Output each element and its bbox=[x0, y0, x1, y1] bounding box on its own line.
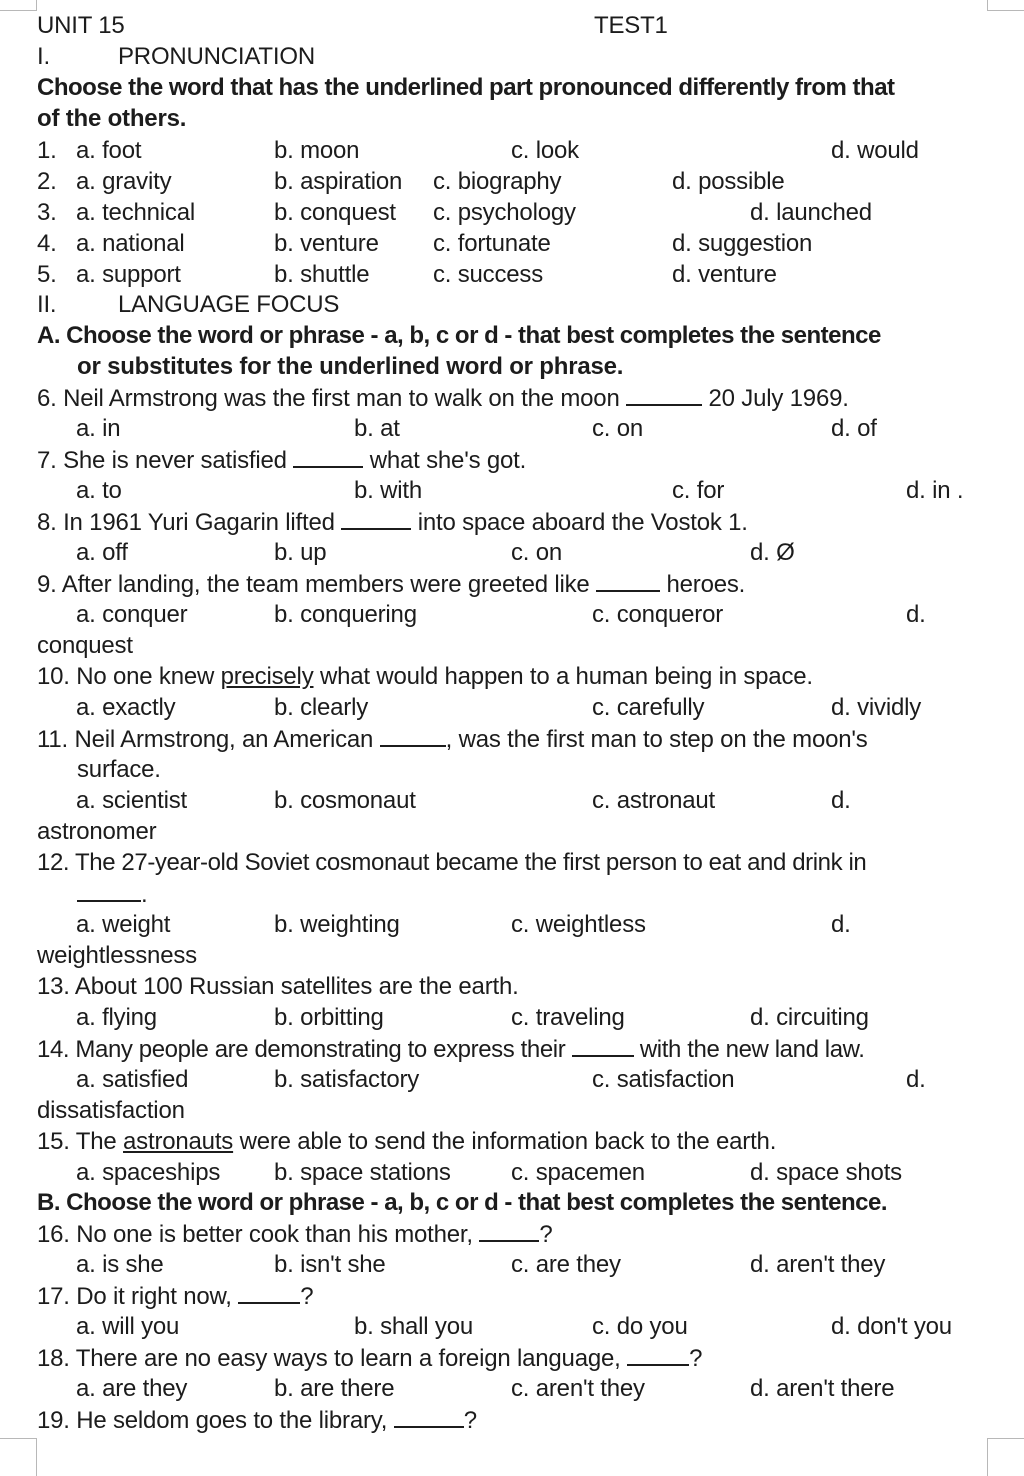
q13-option-a: a. flying bbox=[76, 1004, 157, 1031]
question-text: 9. After landing, the team members were greeted like bbox=[37, 571, 590, 598]
question-text-end: what would happen to a human being in space. bbox=[319, 663, 813, 690]
question-16 bbox=[37, 1220, 552, 1249]
answer-blank bbox=[238, 1282, 300, 1304]
q11-option-d-wrap: astronomer bbox=[37, 818, 157, 845]
q11-option-b: b. cosmonaut bbox=[274, 787, 416, 814]
option-d: d. venture bbox=[672, 261, 777, 288]
question-8 bbox=[37, 508, 748, 537]
q15-option-b: b. space stations bbox=[274, 1159, 451, 1186]
q15-option-c: c. spacemen bbox=[511, 1159, 645, 1186]
question-text-end: heroes. bbox=[666, 571, 746, 598]
q9-option-a: a. conquer bbox=[76, 601, 188, 628]
item-number: 4. bbox=[37, 230, 57, 257]
option-a: a. national bbox=[76, 230, 185, 257]
option-a: a. support bbox=[76, 261, 181, 288]
q12-option-d-wrap: weightlessness bbox=[37, 942, 197, 969]
answer-blank bbox=[572, 1035, 634, 1057]
q17-option-a: a. will you bbox=[76, 1313, 180, 1340]
q7-option-b: b. with bbox=[354, 477, 422, 504]
q10-option-b: b. clearly bbox=[274, 694, 369, 721]
item-number: 3. bbox=[37, 199, 57, 226]
option-c: c. fortunate bbox=[433, 230, 551, 257]
answer-blank bbox=[394, 1406, 464, 1428]
question-15 bbox=[37, 1128, 776, 1156]
option-a: a. gravity bbox=[76, 168, 172, 195]
q12-option-d: d. bbox=[831, 911, 851, 938]
q7-option-d: d. in . bbox=[906, 477, 964, 504]
q16-option-d: d. aren't they bbox=[750, 1251, 886, 1278]
question-text: 10. No one knew bbox=[37, 663, 215, 690]
question-17 bbox=[37, 1282, 313, 1311]
q14-option-a: a. satisfied bbox=[76, 1066, 189, 1093]
question-text: 6. Neil Armstrong was the first man to walk on the moon bbox=[37, 385, 620, 412]
option-c: c. biography bbox=[433, 168, 562, 195]
q11-option-a: a. scientist bbox=[76, 787, 187, 814]
q12-option-c: c. weightless bbox=[511, 911, 646, 938]
q11-option-d: d. bbox=[831, 787, 851, 814]
option-c: c. look bbox=[511, 137, 579, 164]
q16-option-b: b. isn't she bbox=[274, 1251, 386, 1278]
option-b: b. venture bbox=[274, 230, 379, 257]
question-text-end: ? bbox=[300, 1283, 314, 1310]
option-a: a. technical bbox=[76, 199, 196, 226]
question-text: 8. In 1961 Yuri Gagarin lifted bbox=[37, 509, 335, 536]
question-9 bbox=[37, 570, 745, 599]
part-a-instruction-line1: A. Choose the word or phrase - a, b, c or d - that best completes the sentence bbox=[37, 322, 881, 349]
question-12: 12. The 27-year-old Soviet cosmonaut became the first person to eat and drink in bbox=[37, 849, 867, 876]
q12-option-a: a. weight bbox=[76, 911, 171, 938]
q16-option-a: a. is she bbox=[76, 1251, 164, 1278]
option-d: d. possible bbox=[672, 168, 785, 195]
option-b: b. aspiration bbox=[274, 168, 403, 195]
option-c: c. success bbox=[433, 261, 544, 288]
option-d: d. would bbox=[831, 137, 919, 164]
question-14 bbox=[37, 1035, 865, 1064]
option-b: b. conquest bbox=[274, 199, 396, 226]
section-1-number: I. bbox=[37, 43, 50, 70]
q12-option-b: b. weighting bbox=[274, 911, 400, 938]
q14-option-b: b. satisfactory bbox=[274, 1066, 420, 1093]
part-a-instruction-line2: or substitutes for the underlined word or phrase. bbox=[77, 353, 624, 380]
q14-option-d-wrap: dissatisfaction bbox=[37, 1097, 185, 1124]
underlined-word: precisely bbox=[220, 663, 314, 690]
test-title: TEST1 bbox=[594, 12, 668, 39]
question-text-end: ? bbox=[689, 1345, 703, 1372]
q8-option-d: d. Ø bbox=[750, 539, 795, 566]
q9-option-d-wrap: conquest bbox=[37, 632, 133, 659]
question-text-end: 20 July 1969. bbox=[708, 385, 849, 412]
q13-option-d: d. circuiting bbox=[750, 1004, 869, 1031]
question-text-end: with the new land law. bbox=[639, 1036, 865, 1063]
question-text-end: were able to send the information back to the earth. bbox=[239, 1128, 777, 1155]
crop-mark-bottom-right bbox=[987, 1438, 1024, 1476]
question-text-end: what she's got. bbox=[369, 447, 527, 474]
question-12-line2 bbox=[77, 880, 147, 909]
question-text-end: . bbox=[141, 881, 148, 908]
question-10 bbox=[37, 663, 813, 691]
q8-option-c: c. on bbox=[511, 539, 563, 566]
question-text-end: ? bbox=[463, 1407, 477, 1434]
answer-blank bbox=[380, 725, 446, 747]
question-text: 11. Neil Armstrong, an American bbox=[37, 726, 374, 753]
question-11 bbox=[37, 725, 868, 754]
item-number: 5. bbox=[37, 261, 57, 288]
option-d: d. suggestion bbox=[672, 230, 813, 257]
part-b-instruction: B. Choose the word or phrase - a, b, c or d - that best completes the sentence. bbox=[37, 1189, 887, 1216]
answer-blank bbox=[596, 570, 660, 592]
q15-option-a: a. spaceships bbox=[76, 1159, 221, 1186]
section-2-title: LANGUAGE FOCUS bbox=[118, 291, 340, 318]
q7-option-a: a. to bbox=[76, 477, 122, 504]
option-d: d. launched bbox=[750, 199, 872, 226]
question-text: 7. She is never satisfied bbox=[37, 447, 287, 474]
q10-option-c: c. carefully bbox=[592, 694, 705, 721]
q6-option-a: a. in bbox=[76, 415, 121, 442]
answer-blank bbox=[77, 880, 141, 902]
q14-option-c: c. satisfaction bbox=[592, 1066, 735, 1093]
question-text-end: into space aboard the Vostok 1. bbox=[417, 509, 748, 536]
section-1-instruction-line1: Choose the word that has the underlined part pronounced differently from that bbox=[37, 74, 895, 101]
q8-option-b: b. up bbox=[274, 539, 327, 566]
crop-mark-bottom-left bbox=[0, 1438, 37, 1476]
option-b: b. moon bbox=[274, 137, 360, 164]
answer-blank bbox=[626, 384, 702, 406]
question-text-end: , was the first man to step on the moon's bbox=[445, 726, 868, 753]
question-18 bbox=[37, 1344, 702, 1373]
question-text: 16. No one is better cook than his mother, bbox=[37, 1221, 473, 1248]
q6-option-d: d. of bbox=[831, 415, 877, 442]
q17-option-c: c. do you bbox=[592, 1313, 688, 1340]
answer-blank bbox=[341, 508, 411, 530]
q17-option-b: b. shall you bbox=[354, 1313, 474, 1340]
q10-option-d: d. vividly bbox=[831, 694, 922, 721]
q7-option-c: c. for bbox=[672, 477, 725, 504]
q9-option-d: d. bbox=[906, 601, 926, 628]
q13-option-b: b. orbitting bbox=[274, 1004, 384, 1031]
question-text: 19. He seldom goes to the library, bbox=[37, 1407, 388, 1434]
question-text: 18. There are no easy ways to learn a foreign language, bbox=[37, 1345, 621, 1372]
q18-option-b: b. are there bbox=[274, 1375, 395, 1402]
q18-option-c: c. aren't they bbox=[511, 1375, 645, 1402]
answer-blank bbox=[479, 1220, 539, 1242]
q6-option-b: b. at bbox=[354, 415, 400, 442]
option-b: b. shuttle bbox=[274, 261, 370, 288]
q11-option-c: c. astronaut bbox=[592, 787, 716, 814]
question-text-end: ? bbox=[539, 1221, 553, 1248]
answer-blank bbox=[293, 446, 363, 468]
q18-option-a: a. are they bbox=[76, 1375, 188, 1402]
option-a: a. foot bbox=[76, 137, 142, 164]
item-number: 2. bbox=[37, 168, 57, 195]
question-11-line2: surface. bbox=[77, 756, 161, 783]
q9-option-b: b. conquering bbox=[274, 601, 417, 628]
crop-mark-top-right bbox=[987, 0, 1024, 11]
underlined-word: astronauts bbox=[123, 1128, 234, 1155]
question-text: 17. Do it right now, bbox=[37, 1283, 232, 1310]
question-13: 13. About 100 Russian satellites are the earth. bbox=[37, 973, 519, 1000]
section-1-title: PRONUNCIATION bbox=[118, 43, 315, 70]
q15-option-d: d. space shots bbox=[750, 1159, 902, 1186]
q10-option-a: a. exactly bbox=[76, 694, 176, 721]
question-19 bbox=[37, 1406, 477, 1435]
question-text: 14. Many people are demonstrating to express their bbox=[37, 1036, 566, 1063]
q17-option-d: d. don't you bbox=[831, 1313, 952, 1340]
q16-option-c: c. are they bbox=[511, 1251, 621, 1278]
question-text: 15. The bbox=[37, 1128, 117, 1155]
question-7 bbox=[37, 446, 526, 475]
q9-option-c: c. conqueror bbox=[592, 601, 724, 628]
crop-mark-top-left bbox=[0, 0, 37, 11]
q13-option-c: c. traveling bbox=[511, 1004, 625, 1031]
q8-option-a: a. off bbox=[76, 539, 128, 566]
q6-option-c: c. on bbox=[592, 415, 644, 442]
section-1-instruction-line2: of the others. bbox=[37, 105, 187, 132]
answer-blank bbox=[627, 1344, 689, 1366]
q14-option-d: d. bbox=[906, 1066, 926, 1093]
option-c: c. psychology bbox=[433, 199, 576, 226]
item-number: 1. bbox=[37, 137, 57, 164]
unit-title: UNIT 15 bbox=[37, 12, 125, 39]
q18-option-d: d. aren't there bbox=[750, 1375, 895, 1402]
question-6 bbox=[37, 384, 849, 413]
section-2-number: II. bbox=[37, 291, 57, 318]
